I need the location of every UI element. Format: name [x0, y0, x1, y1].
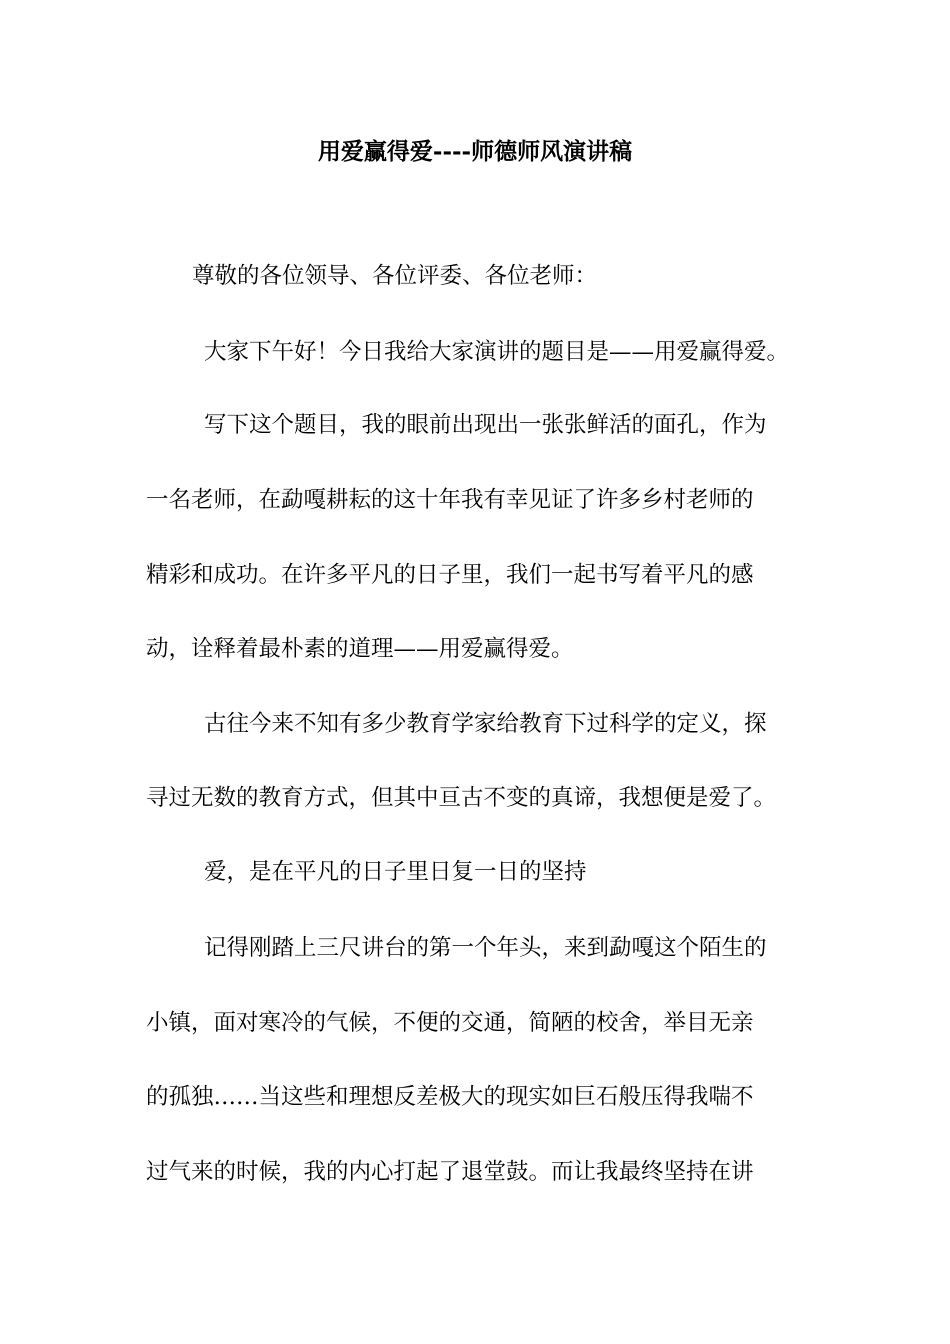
paragraph-line: 过气来的时候，我的内心打起了退堂鼓。而让我最终坚持在讲 [146, 1159, 754, 1185]
paragraph-line: 寻过无数的教育方式，但其中亘古不变的真谛，我想便是爱了。 [146, 785, 777, 811]
paragraph-line: 小镇，面对寒冷的气候，不便的交通，简陋的校舍，举目无亲 [146, 1010, 754, 1036]
paragraph-line: 古往今来不知有多少教育学家给教育下过科学的定义，探 [204, 711, 767, 737]
paragraph-line: 大家下午好！今日我给大家演讲的题目是——用爱赢得爱。 [204, 339, 790, 365]
paragraph-line: 记得刚踏上三尺讲台的第一个年头，来到勐嘎这个陌生的 [204, 935, 767, 961]
document-title: 用爱赢得爱----师德师风演讲稿 [317, 138, 633, 165]
paragraph-line: 的孤独……当这些和理想反差极大的现实如巨石般压得我喘不 [146, 1084, 754, 1110]
salutation-line: 尊敬的各位领导、各位评委、各位老师： [192, 263, 598, 289]
paragraph-line: 一名老师，在勐嘎耕耘的这十年我有幸见证了许多乡村老师的 [146, 487, 754, 513]
section-heading-line: 爱，是在平凡的日子里日复一日的坚持 [204, 859, 587, 885]
paragraph-line: 写下这个题目，我的眼前出现出一张张鲜活的面孔，作为 [204, 412, 767, 438]
paragraph-line: 精彩和成功。在许多平凡的日子里，我们一起书写着平凡的感 [146, 562, 754, 588]
paragraph-line: 动，诠释着最朴素的道理——用爱赢得爱。 [146, 636, 574, 662]
